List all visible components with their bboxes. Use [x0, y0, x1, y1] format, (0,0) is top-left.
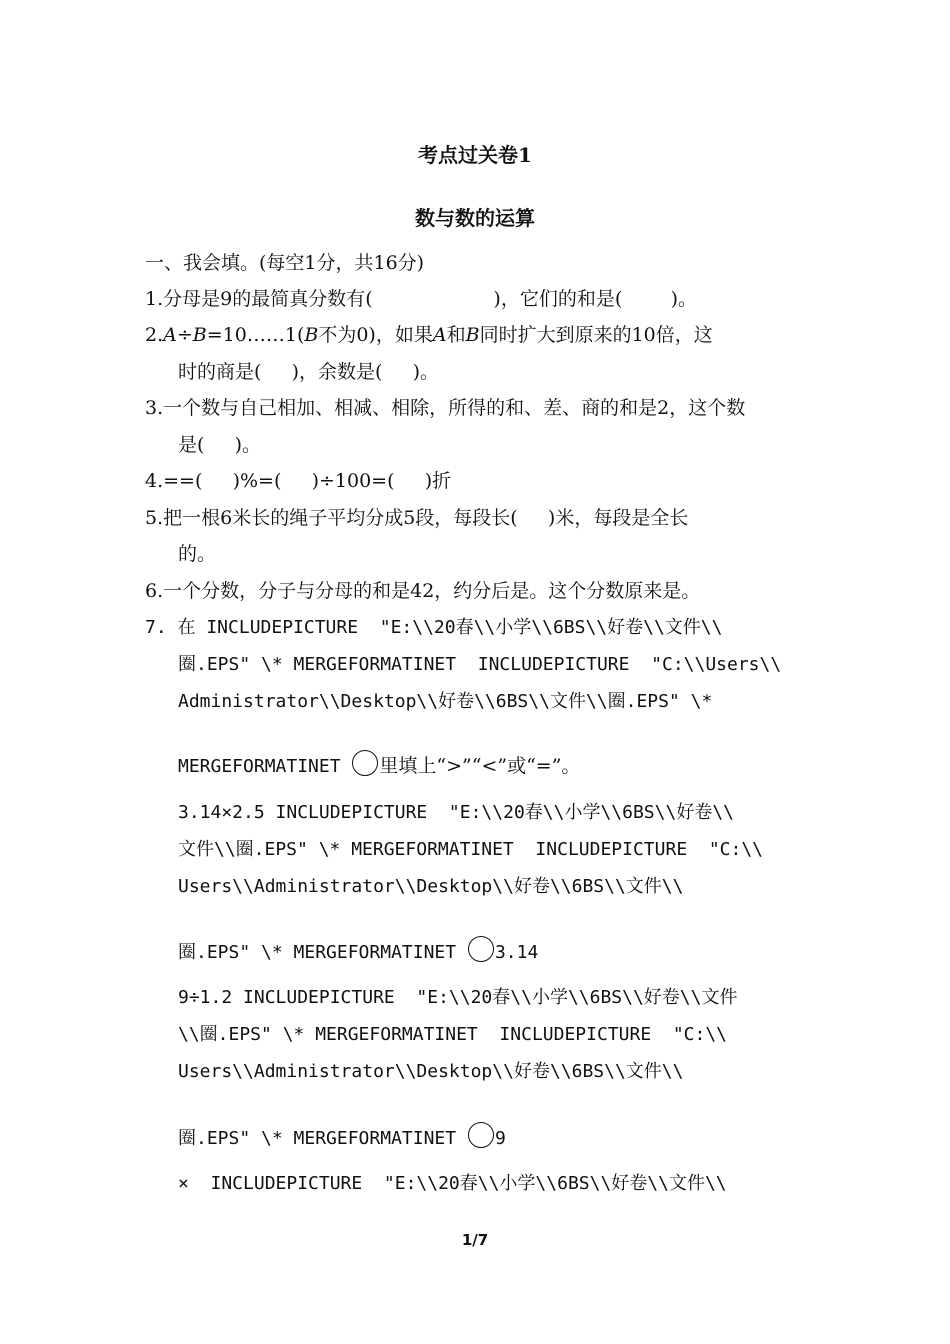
page-title: 考点过关卷1: [418, 143, 532, 167]
circle-blank-icon: [468, 1122, 494, 1148]
question-7-line-1: 7. 在 INCLUDEPICTURE "E:\\20春\\小学\\6BS\\好卷\\文件\\: [145, 617, 723, 638]
question-4: 4.==( )%=( )÷100=( )折: [145, 470, 452, 492]
page-subtitle: 数与数的运算: [415, 206, 535, 230]
question-2-line-1: 2.A÷B=10……1(B不为0)，如果A和B同时扩大到原来的10倍，这: [145, 324, 713, 346]
page-number: 1/7: [461, 1231, 489, 1249]
compare-b-line-2: \\圈.EPS" \* MERGEFORMATINET INCLUDEPICTURE "C:\\: [178, 1024, 728, 1045]
question-5-line-2: 的。: [178, 543, 217, 565]
compare-a-line-3: Users\\Administrator\\Desktop\\好卷\\6BS\\文件\\: [178, 876, 684, 897]
compare-b-line-3: Users\\Administrator\\Desktop\\好卷\\6BS\\文件\\: [178, 1061, 684, 1082]
compare-b-line-1: 9÷1.2 INCLUDEPICTURE "E:\\20春\\小学\\6BS\\好卷\\文件: [178, 987, 738, 1008]
question-7-line-4: MERGEFORMATINET 里填上“>”“<”或“=”。: [178, 750, 580, 776]
section-heading: 一、我会填。(每空1分，共16分): [145, 252, 425, 274]
circle-blank-icon: [352, 750, 378, 776]
compare-a-line-1: 3.14×2.5 INCLUDEPICTURE "E:\\20春\\小学\\6BS\\好卷\\: [178, 802, 734, 823]
compare-a-line-4: 圈.EPS" \* MERGEFORMATINET 3.14: [178, 936, 538, 962]
question-7-line-3: Administrator\\Desktop\\好卷\\6BS\\文件\\圈.EPS" \*: [178, 691, 713, 712]
compare-c-line-1: × INCLUDEPICTURE "E:\\20春\\小学\\6BS\\好卷\\文件\\: [178, 1173, 727, 1194]
compare-a-line-2: 文件\\圈.EPS" \* MERGEFORMATINET INCLUDEPICTURE "C:\\: [178, 839, 764, 860]
question-7-line-2: 圈.EPS" \* MERGEFORMATINET INCLUDEPICTURE "C:\\Users\\: [178, 654, 782, 675]
question-3-line-1: 3.一个数与自己相加、相减、相除，所得的和、差、商的和是2，这个数: [145, 397, 746, 419]
compare-b-line-4: 圈.EPS" \* MERGEFORMATINET 9: [178, 1122, 506, 1148]
question-5-line-1: 5.把一根6米长的绳子平均分成5段，每段长( )米，每段是全长: [145, 507, 689, 529]
question-3-line-2: 是( )。: [178, 434, 262, 456]
circle-blank-icon: [468, 936, 494, 962]
question-6: 6.一个分数，分子与分母的和是42，约分后是。这个分数原来是。: [145, 580, 701, 602]
question-1: 1.分母是9的最简真分数有( )，它们的和是( )。: [145, 288, 697, 310]
question-2-line-2: 时的商是( )，余数是( )。: [178, 361, 440, 383]
